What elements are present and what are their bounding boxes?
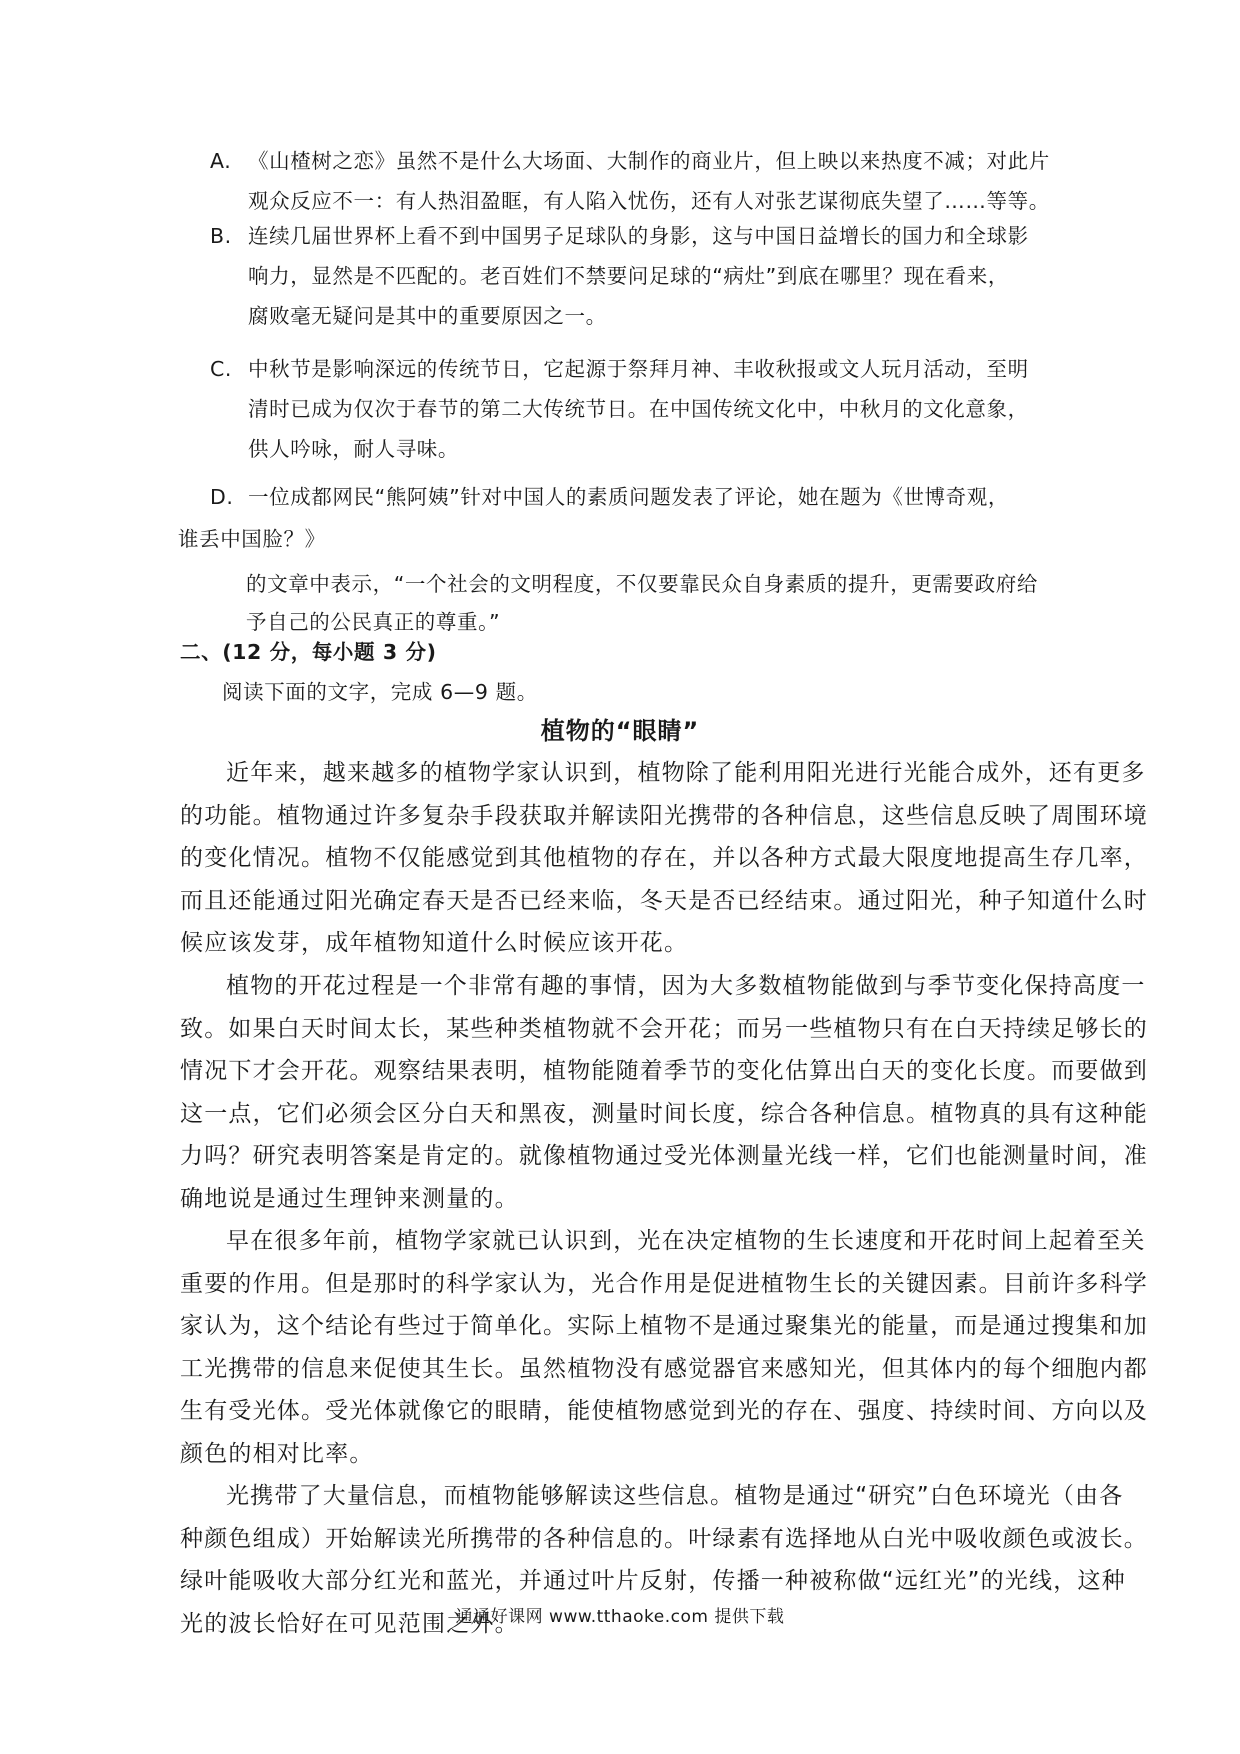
paragraph-line: 光携带了大量信息，而植物能够解读这些信息。植物是通过“研究”白色环境光（由各 bbox=[226, 1483, 1124, 1509]
option-b-line-1: B. 连续几届世界杯上看不到中国男子足球队的身影，这与中国日益增长的国力和全球影 bbox=[210, 216, 1070, 256]
passage-title: 植物的“眼睛” bbox=[540, 717, 700, 745]
option-c-line-3: 供人吟咏，耐人寻味。 bbox=[248, 437, 459, 461]
paragraph-line: 绿叶能吸收大部分红光和蓝光，并通过叶片反射，传播一种被称做“远红光”的光线，这种 bbox=[180, 1568, 1126, 1594]
paragraph-line: 植物的开花过程是一个非常有趣的事情，因为大多数植物能做到与季节变化保持高度一 bbox=[226, 973, 1146, 999]
paragraph-line: 近年来，越来越多的植物学家认识到，植物除了能利用阳光进行光能合成外，还有更多 bbox=[226, 760, 1146, 786]
paragraph-line: 生有受光体。受光体就像它的眼睛，能使植物感觉到光的存在、强度、持续时间、方向以及 bbox=[180, 1398, 1148, 1424]
paragraph-line: 的变化情况。植物不仅能感觉到其他植物的存在，并以各种方式最大限度地提高生存几率， bbox=[180, 845, 1148, 871]
option-c-line-2: 清时已成为仅次于春节的第二大传统节日。在中国传统文化中，中秋月的文化意象， bbox=[248, 397, 1029, 421]
section-instruction: 阅读下面的文字，完成 6—9 题。 bbox=[222, 680, 538, 704]
paragraph-line: 确地说是通过生理钟来测量的。 bbox=[180, 1185, 519, 1212]
paragraph-line: 颜色的相对比率。 bbox=[180, 1440, 374, 1467]
paragraph-line: 情况下才会开花。观察结果表明，植物能随着季节的变化估算出白天的变化长度。而要做到 bbox=[180, 1058, 1148, 1084]
option-b-line-3: 腐败毫无疑问是其中的重要原因之一。 bbox=[248, 304, 607, 328]
option-d-line-1: D. 一位成都网民“熊阿姨”针对中国人的素质问题发表了评论，她在题为《世博奇观， bbox=[210, 477, 1009, 517]
passage-paragraph-1 bbox=[180, 752, 1148, 965]
paragraph-line: 家认为，这个结论有些过于简单化。实际上植物不是通过聚集光的能量，而是通过搜集和加 bbox=[180, 1313, 1148, 1339]
option-a-letter: A. bbox=[210, 149, 232, 173]
option-a-line-1: A. 《山楂树之恋》虽然不是什么大场面、大制作的商业片，但上映以来热度不减；对此片 bbox=[210, 141, 1070, 181]
paragraph-line: 这一点，它们必须会区分白天和黑夜，测量时间长度，综合各种信息。植物真的具有这种能 bbox=[180, 1100, 1148, 1127]
option-a bbox=[210, 141, 1070, 221]
passage-paragraph-2 bbox=[180, 965, 1148, 1220]
option-c-line-1: C. 中秋节是影响深远的传统节日，它起源于祭拜月神、丰收秋报或文人玩月活动，至明 bbox=[210, 349, 1070, 389]
paragraph-line: 致。如果白天时间太长，某些种类植物就不会开花；而另一些植物只有在白天持续足够长的 bbox=[180, 1015, 1148, 1042]
option-b bbox=[210, 216, 1070, 336]
paragraph-line: 重要的作用。但是那时的科学家认为，光合作用是促进植物生长的关键因素。目前许多科学 bbox=[180, 1270, 1148, 1297]
paragraph-line: 候应该发芽，成年植物知道什么时候应该开花。 bbox=[180, 930, 689, 956]
option-d-line-4: 予自己的公民真正的尊重。” bbox=[246, 610, 501, 634]
paragraph-line: 早在很多年前，植物学家就已认识到，光在决定植物的生长速度和开花时间上起着至关 bbox=[226, 1228, 1146, 1254]
paragraph-line: 种颜色组成）开始解读光所携带的各种信息的。叶绿素有选择地从白光中吸收颜色或波长。 bbox=[180, 1525, 1148, 1552]
paragraph-line: 力吗？研究表明答案是肯定的。就像植物通过受光体测量光线一样，它们也能测量时间，准 bbox=[180, 1143, 1148, 1169]
option-b-line-2: 响力，显然是不匹配的。老百姓们不禁要问足球的“病灶”到底在哪里？现在看来， bbox=[248, 264, 1009, 288]
paragraph-line: 工光携带的信息来促使其生长。虽然植物没有感觉器官来感知光，但其体内的每个细胞内都 bbox=[180, 1355, 1148, 1382]
option-a-line-2: 观众反应不一：有人热泪盈眶，有人陷入忧伤，还有人对张艺谋彻底失望了……等等。 bbox=[248, 189, 1050, 213]
option-c-letter: C. bbox=[210, 357, 233, 381]
paragraph-line: 的功能。植物通过许多复杂手段获取并解读阳光携带的各种信息，这些信息反映了周围环境 bbox=[180, 802, 1148, 829]
option-d-line-3: 的文章中表示，“一个社会的文明程度，不仅要靠民众自身素质的提升，更需要政府给 bbox=[246, 572, 1038, 596]
paragraph-line: 光的波长恰好在可见范围之外。 bbox=[180, 1610, 519, 1637]
paragraph-line: 而且还能通过阳光确定春天是否已经来临，冬天是否已经结束。通过阳光，种子知道什么时 bbox=[180, 887, 1148, 914]
page-footer: 通通好课网 www.tthaoke.com 提供下载 bbox=[455, 1607, 785, 1627]
option-d-line-2: 谁丢中国脸？》 bbox=[178, 527, 326, 551]
option-b-letter: B. bbox=[210, 224, 232, 248]
option-c bbox=[210, 349, 1070, 469]
section-heading: 二、(12 分，每小题 3 分) bbox=[180, 640, 437, 664]
option-d-letter: D. bbox=[210, 485, 234, 509]
passage-paragraph-3 bbox=[180, 1220, 1148, 1475]
